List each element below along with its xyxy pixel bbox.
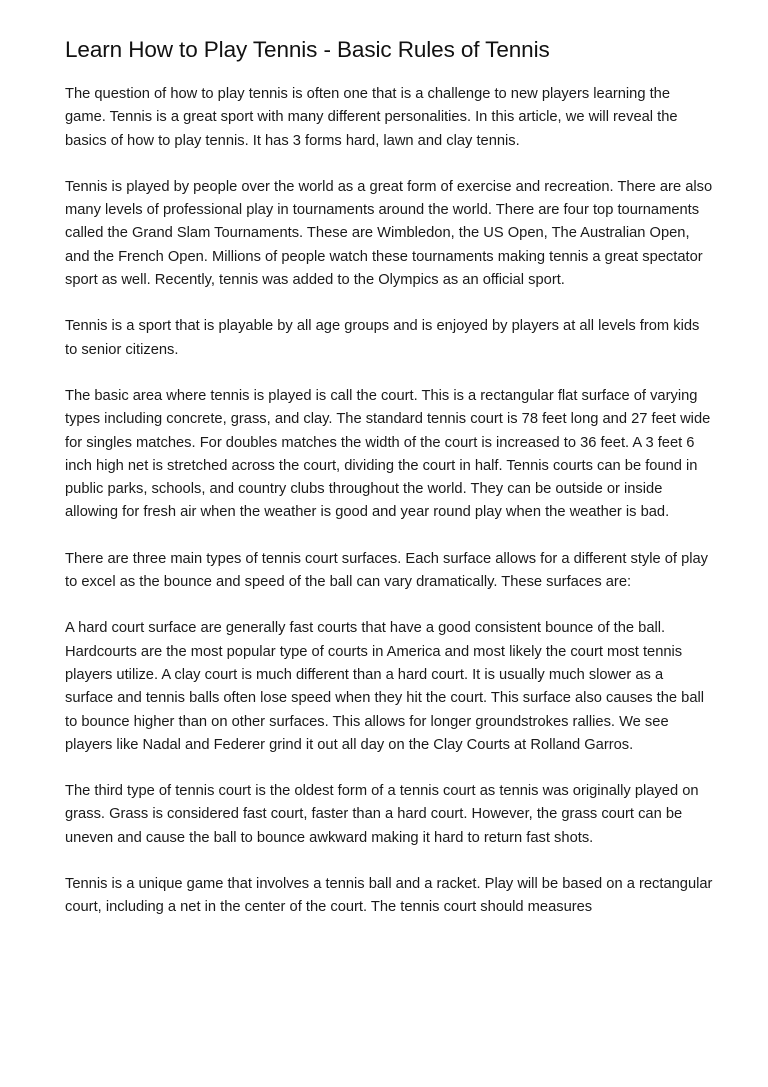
page-title: Learn How to Play Tennis - Basic Rules of Tennis [65,37,550,62]
paragraph-surface-types: There are three main types of tennis court surfaces. Each surface allows for a different style of play to excel as the bounce and speed of the ball can vary dramatically. These surfaces are: [65,550,709,591]
paragraph-popularity: Tennis is played by people over the world as a great form of exercise and recreation. There are also many levels of professional play in tournaments around the world. There are four top tournaments called the Grand Slam Tournaments. These are Wimbledon, the US Open, The Australian Open, and the French Open. Millions of people watch these tournaments making tennis a great spectator sport as well. Recently, tennis was added to the Olympics as an official sport. [65,178,713,289]
paragraph-game-basics: Tennis is a unique game that involves a tennis ball and a racket. Play will be based on a rectangular court, including a net in the center of the court. The tennis court should measures [65,876,713,916]
paragraph-grass: The third type of tennis court is the oldest form of a tennis court as tennis was originally played on grass. Grass is considered fast court, faster than a hard court. However, the grass court can be uneven and cause the ball to bounce awkward making it hard to return fast shots. [65,783,699,846]
paragraph-court: The basic area where tennis is played is call the court. This is a rectangular flat surface of varying types including concrete, grass, and clay. The standard tennis court is 78 feet long and 27 feet wide for singles matches. For doubles matches the width of the court is increased to 36 feet. A 3 feet 6 inch high net is stretched across the court, dividing the court in half. Tennis courts can be found in public parks, schools, and country clubs throughout the world. They can be outside or inside allowing for fresh air when the weather is good and year round play when the weather is bad. [65,387,711,521]
document-page [65,32,713,920]
paragraph-age-groups: Tennis is a sport that is playable by all age groups and is enjoyed by players at all levels from kids to senior citizens. [65,318,700,358]
paragraph-intro: The question of how to play tennis is often one that is a challenge to new players learning the game. Tennis is a great sport with many different personalities. In this article, we will reveal the basics of how to play tennis. It has 3 forms hard, lawn and clay tennis. [65,86,678,149]
paragraph-hard-clay: A hard court surface are generally fast courts that have a good consistent bounce of the ball. Hardcourts are the most popular type of courts in America and most likely the court most tennis players utilize. A clay court is much different than a hard court. It is usually much slower as a surface and tennis balls often lose speed when they hit the court. This surface also causes the ball to bounce higher than on other surfaces. This allows for longer groundstrokes rallies. We see players like Nadal and Federer grind it out all day on the Clay Courts at Rolland Garros. [65,620,705,753]
